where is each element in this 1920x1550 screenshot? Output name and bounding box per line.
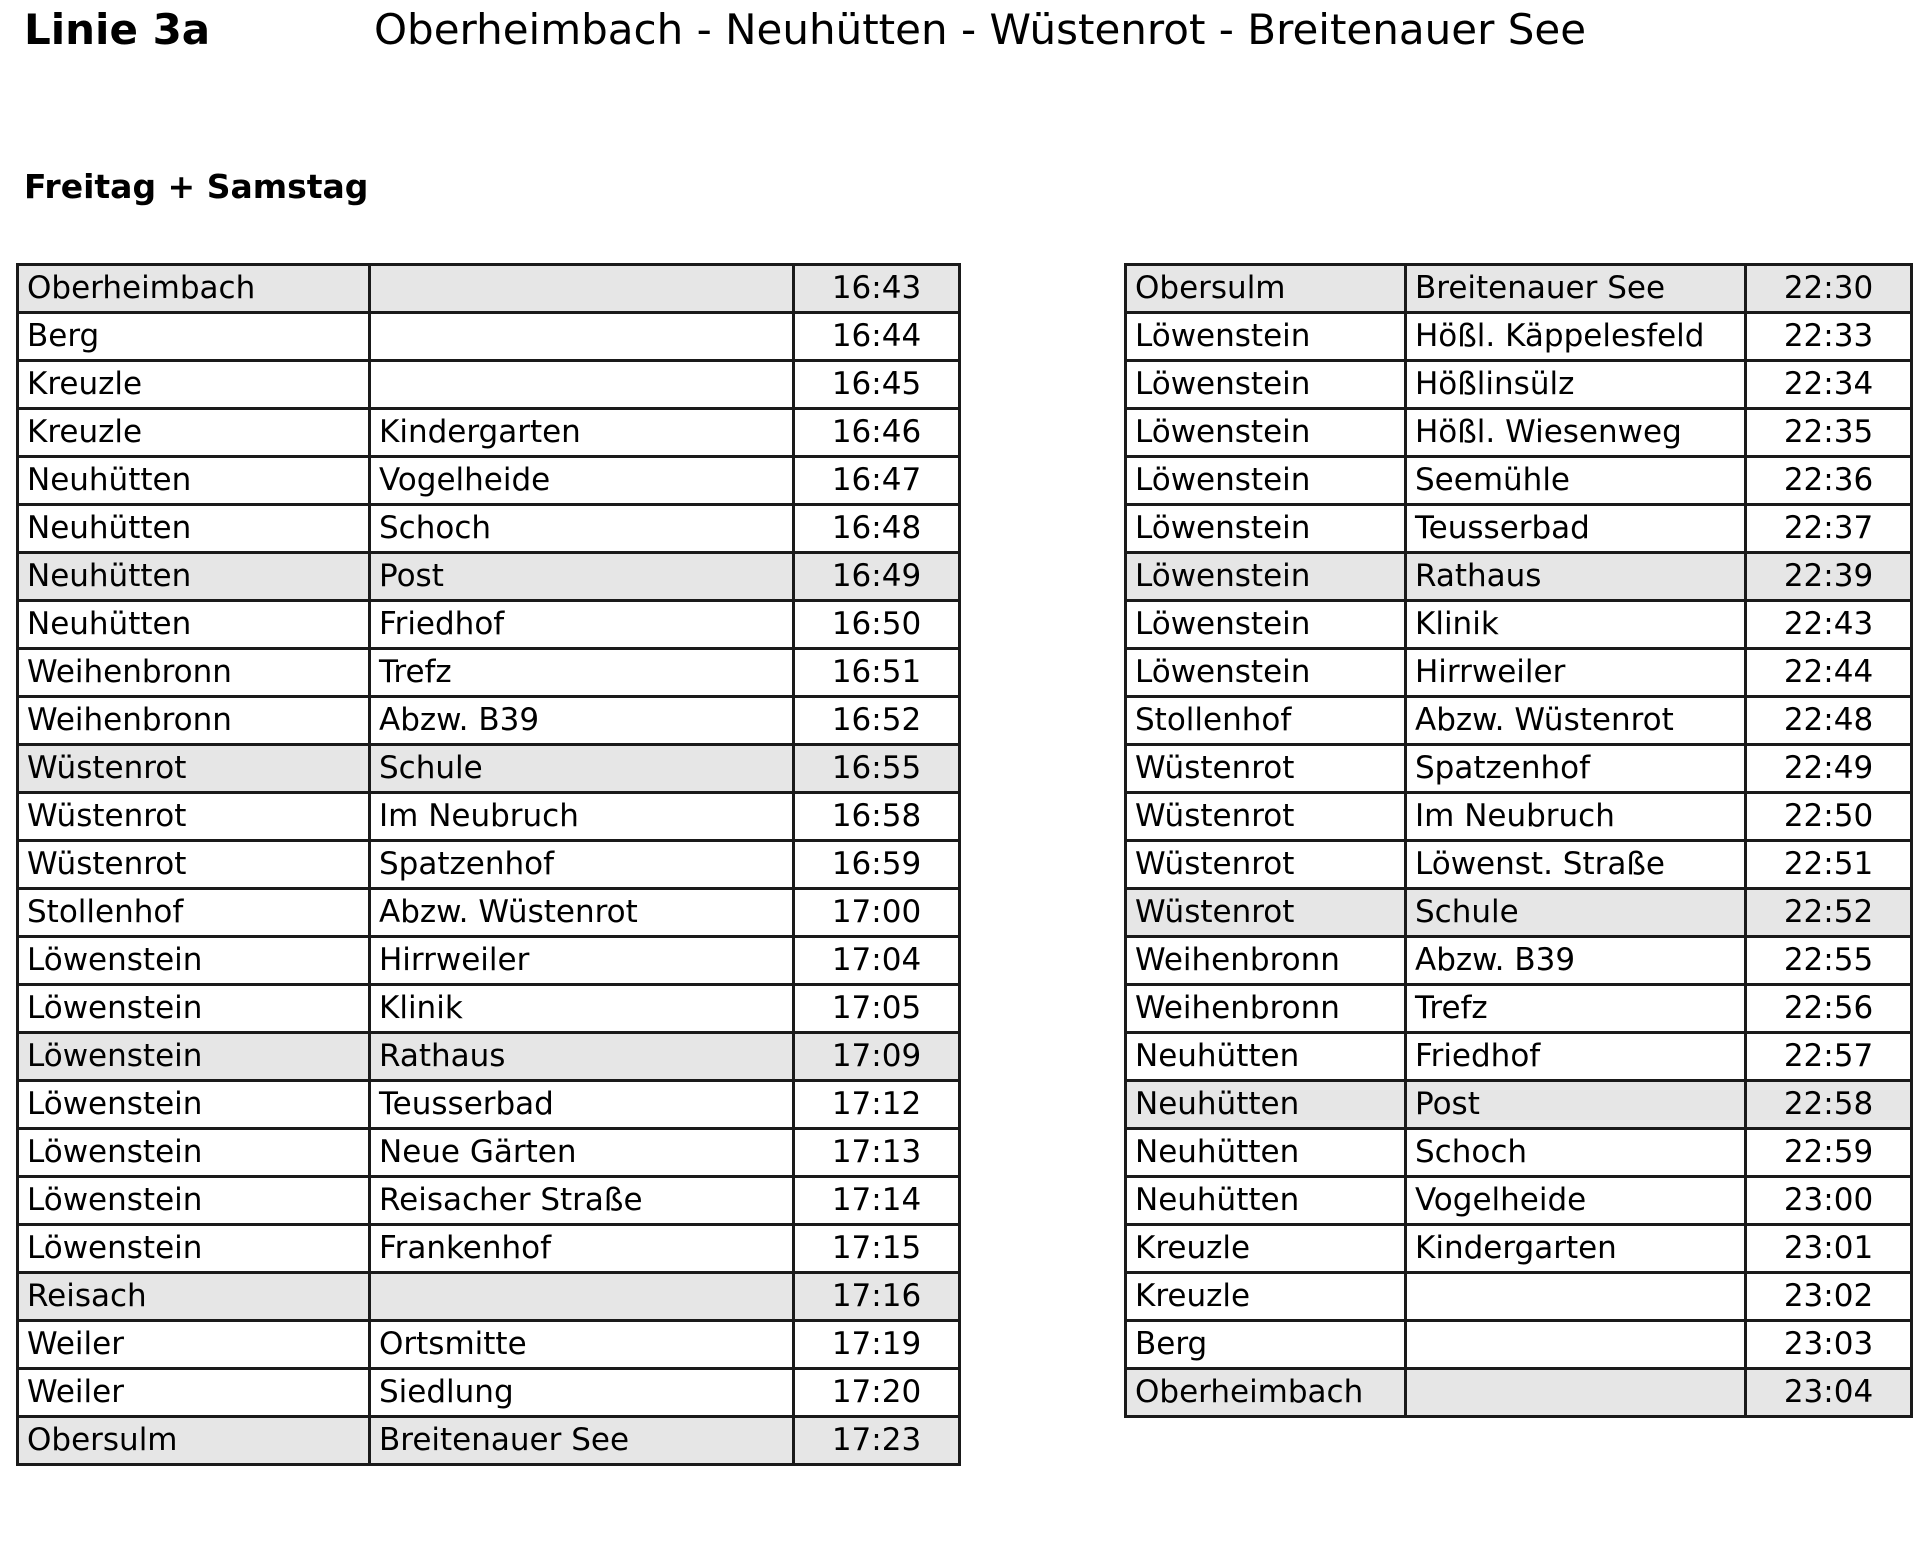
time-cell: 22:39: [1746, 553, 1912, 601]
time-cell: 16:52: [794, 697, 960, 745]
time-cell: 16:45: [794, 361, 960, 409]
stop-cell: Hößlinsülz: [1406, 361, 1746, 409]
table-row: [18, 1225, 960, 1273]
time-cell: 22:59: [1746, 1129, 1912, 1177]
table-row: [1126, 361, 1912, 409]
stop-cell: Vogelheide: [1406, 1177, 1746, 1225]
stop-cell: Hirrweiler: [1406, 649, 1746, 697]
time-cell: 16:50: [794, 601, 960, 649]
table-row: [18, 937, 960, 985]
stop-cell: Post: [370, 553, 794, 601]
table-row: [18, 505, 960, 553]
time-cell: 22:43: [1746, 601, 1912, 649]
stop-cell: Schoch: [370, 505, 794, 553]
stop-cell: Hößl. Wiesenweg: [1406, 409, 1746, 457]
time-cell: 23:00: [1746, 1177, 1912, 1225]
place-cell: Kreuzle: [18, 409, 370, 457]
time-cell: 22:57: [1746, 1033, 1912, 1081]
time-cell: 22:37: [1746, 505, 1912, 553]
table-row: [18, 265, 960, 313]
time-cell: 17:19: [794, 1321, 960, 1369]
table-row: [18, 1129, 960, 1177]
stop-cell: Siedlung: [370, 1369, 794, 1417]
stop-cell: Hößl. Käppelesfeld: [1406, 313, 1746, 361]
stop-cell: Spatzenhof: [1406, 745, 1746, 793]
place-cell: Oberheimbach: [1126, 1369, 1406, 1417]
place-cell: Neuhütten: [18, 505, 370, 553]
stop-cell: Schule: [370, 745, 794, 793]
table-row: [18, 457, 960, 505]
table-row: [18, 697, 960, 745]
table-row: [18, 1081, 960, 1129]
table-row: [18, 841, 960, 889]
stop-cell: Trefz: [1406, 985, 1746, 1033]
time-cell: 17:13: [794, 1129, 960, 1177]
table-row: [1126, 937, 1912, 985]
table-row: [18, 409, 960, 457]
stop-cell: Teusserbad: [370, 1081, 794, 1129]
stop-cell: Abzw. B39: [1406, 937, 1746, 985]
place-cell: Weiler: [18, 1369, 370, 1417]
table-row: [18, 1417, 960, 1465]
table-row: [18, 361, 960, 409]
place-cell: Löwenstein: [18, 1033, 370, 1081]
place-cell: Löwenstein: [18, 937, 370, 985]
route-title: Oberheimbach - Neuhütten - Wüstenrot - Breitenauer See: [374, 5, 1587, 54]
time-cell: 22:58: [1746, 1081, 1912, 1129]
time-cell: 22:35: [1746, 409, 1912, 457]
place-cell: Wüstenrot: [18, 745, 370, 793]
place-cell: Neuhütten: [1126, 1129, 1406, 1177]
stop-cell: Friedhof: [370, 601, 794, 649]
stop-cell: [1406, 1369, 1746, 1417]
place-cell: Obersulm: [18, 1417, 370, 1465]
table-row: [1126, 985, 1912, 1033]
place-cell: Löwenstein: [18, 1225, 370, 1273]
table-row: [18, 793, 960, 841]
stop-cell: Schule: [1406, 889, 1746, 937]
place-cell: Reisach: [18, 1273, 370, 1321]
stop-cell: Trefz: [370, 649, 794, 697]
stop-cell: Kindergarten: [370, 409, 794, 457]
stop-cell: Schoch: [1406, 1129, 1746, 1177]
time-cell: 22:49: [1746, 745, 1912, 793]
place-cell: Kreuzle: [1126, 1273, 1406, 1321]
time-cell: 16:44: [794, 313, 960, 361]
place-cell: Kreuzle: [18, 361, 370, 409]
table-row: [1126, 1081, 1912, 1129]
time-cell: 16:51: [794, 649, 960, 697]
table-row: [1126, 697, 1912, 745]
stop-cell: Reisacher Straße: [370, 1177, 794, 1225]
place-cell: Wüstenrot: [18, 841, 370, 889]
time-cell: 22:34: [1746, 361, 1912, 409]
table-row: [1126, 409, 1912, 457]
place-cell: Löwenstein: [1126, 313, 1406, 361]
table-row: [18, 1321, 960, 1369]
table-row: [18, 313, 960, 361]
place-cell: Obersulm: [1126, 265, 1406, 313]
place-cell: Neuhütten: [1126, 1081, 1406, 1129]
stop-cell: Teusserbad: [1406, 505, 1746, 553]
place-cell: Kreuzle: [1126, 1225, 1406, 1273]
place-cell: Löwenstein: [1126, 457, 1406, 505]
stop-cell: Friedhof: [1406, 1033, 1746, 1081]
stop-cell: [370, 265, 794, 313]
time-cell: 22:36: [1746, 457, 1912, 505]
table-row: [1126, 1225, 1912, 1273]
time-cell: 22:48: [1746, 697, 1912, 745]
time-cell: 16:58: [794, 793, 960, 841]
stop-cell: Rathaus: [370, 1033, 794, 1081]
time-cell: 17:20: [794, 1369, 960, 1417]
time-cell: 23:03: [1746, 1321, 1912, 1369]
stop-cell: Post: [1406, 1081, 1746, 1129]
time-cell: 16:43: [794, 265, 960, 313]
stop-cell: [1406, 1321, 1746, 1369]
time-cell: 17:15: [794, 1225, 960, 1273]
time-cell: 22:56: [1746, 985, 1912, 1033]
table-row: [1126, 313, 1912, 361]
table-row: [18, 889, 960, 937]
stop-cell: Ortsmitte: [370, 1321, 794, 1369]
place-cell: Neuhütten: [1126, 1177, 1406, 1225]
time-cell: 16:48: [794, 505, 960, 553]
stop-cell: Breitenauer See: [370, 1417, 794, 1465]
table-row: [18, 1369, 960, 1417]
stop-cell: Löwenst. Straße: [1406, 841, 1746, 889]
time-cell: 17:05: [794, 985, 960, 1033]
place-cell: Löwenstein: [18, 1081, 370, 1129]
table-row: [18, 601, 960, 649]
table-row: [1126, 601, 1912, 649]
stop-cell: Abzw. B39: [370, 697, 794, 745]
place-cell: Neuhütten: [18, 601, 370, 649]
time-cell: 17:09: [794, 1033, 960, 1081]
place-cell: Weihenbronn: [18, 697, 370, 745]
time-cell: 17:04: [794, 937, 960, 985]
stop-cell: Neue Gärten: [370, 1129, 794, 1177]
time-cell: 22:30: [1746, 265, 1912, 313]
place-cell: Wüstenrot: [1126, 745, 1406, 793]
table-row: [1126, 1129, 1912, 1177]
place-cell: Neuhütten: [18, 457, 370, 505]
place-cell: Neuhütten: [1126, 1033, 1406, 1081]
place-cell: Oberheimbach: [18, 265, 370, 313]
table-row: [1126, 841, 1912, 889]
table-row: [1126, 553, 1912, 601]
table-row: [18, 649, 960, 697]
place-cell: Löwenstein: [1126, 409, 1406, 457]
return-timetable: [1124, 263, 1913, 1418]
time-cell: 17:00: [794, 889, 960, 937]
time-cell: 23:04: [1746, 1369, 1912, 1417]
place-cell: Berg: [1126, 1321, 1406, 1369]
place-cell: Wüstenrot: [1126, 793, 1406, 841]
stop-cell: Seemühle: [1406, 457, 1746, 505]
place-cell: Stollenhof: [18, 889, 370, 937]
stop-cell: Abzw. Wüstenrot: [370, 889, 794, 937]
table-row: [1126, 1177, 1912, 1225]
table-row: [1126, 457, 1912, 505]
place-cell: Weihenbronn: [18, 649, 370, 697]
stop-cell: Spatzenhof: [370, 841, 794, 889]
stop-cell: Klinik: [1406, 601, 1746, 649]
line-number: Linie 3a: [24, 5, 211, 54]
stop-cell: Hirrweiler: [370, 937, 794, 985]
time-cell: 16:59: [794, 841, 960, 889]
table-row: [1126, 265, 1912, 313]
place-cell: Wüstenrot: [1126, 889, 1406, 937]
outbound-timetable: [16, 263, 961, 1466]
place-cell: Weihenbronn: [1126, 937, 1406, 985]
time-cell: 22:44: [1746, 649, 1912, 697]
time-cell: 23:02: [1746, 1273, 1912, 1321]
time-cell: 16:49: [794, 553, 960, 601]
time-cell: 23:01: [1746, 1225, 1912, 1273]
table-row: [18, 553, 960, 601]
stop-cell: Vogelheide: [370, 457, 794, 505]
time-cell: 22:33: [1746, 313, 1912, 361]
stop-cell: Rathaus: [1406, 553, 1746, 601]
time-cell: 22:50: [1746, 793, 1912, 841]
stop-cell: Kindergarten: [1406, 1225, 1746, 1273]
table-row: [18, 745, 960, 793]
time-cell: 17:12: [794, 1081, 960, 1129]
time-cell: 22:51: [1746, 841, 1912, 889]
time-cell: 16:46: [794, 409, 960, 457]
place-cell: Löwenstein: [18, 1129, 370, 1177]
table-row: [1126, 889, 1912, 937]
place-cell: Löwenstein: [1126, 505, 1406, 553]
place-cell: Stollenhof: [1126, 697, 1406, 745]
table-row: [1126, 793, 1912, 841]
place-cell: Wüstenrot: [1126, 841, 1406, 889]
stop-cell: Abzw. Wüstenrot: [1406, 697, 1746, 745]
place-cell: Weihenbronn: [1126, 985, 1406, 1033]
table-row: [18, 1033, 960, 1081]
place-cell: Löwenstein: [1126, 601, 1406, 649]
stop-cell: Frankenhof: [370, 1225, 794, 1273]
table-row: [1126, 1321, 1912, 1369]
place-cell: Löwenstein: [18, 985, 370, 1033]
time-cell: 17:16: [794, 1273, 960, 1321]
table-row: [18, 1273, 960, 1321]
place-cell: Löwenstein: [1126, 553, 1406, 601]
stop-cell: [1406, 1273, 1746, 1321]
table-row: [1126, 1033, 1912, 1081]
stop-cell: [370, 361, 794, 409]
table-row: [1126, 1369, 1912, 1417]
service-days: Freitag + Samstag: [24, 167, 369, 206]
stop-cell: Im Neubruch: [370, 793, 794, 841]
place-cell: Löwenstein: [1126, 361, 1406, 409]
stop-cell: Im Neubruch: [1406, 793, 1746, 841]
place-cell: Berg: [18, 313, 370, 361]
time-cell: 16:47: [794, 457, 960, 505]
place-cell: Wüstenrot: [18, 793, 370, 841]
stop-cell: Breitenauer See: [1406, 265, 1746, 313]
place-cell: Neuhütten: [18, 553, 370, 601]
table-row: [1126, 745, 1912, 793]
time-cell: 16:55: [794, 745, 960, 793]
table-row: [1126, 1273, 1912, 1321]
time-cell: 22:52: [1746, 889, 1912, 937]
table-row: [18, 1177, 960, 1225]
stop-cell: Klinik: [370, 985, 794, 1033]
stop-cell: [370, 313, 794, 361]
table-row: [1126, 649, 1912, 697]
stop-cell: [370, 1273, 794, 1321]
place-cell: Löwenstein: [18, 1177, 370, 1225]
place-cell: Weiler: [18, 1321, 370, 1369]
time-cell: 17:23: [794, 1417, 960, 1465]
table-row: [1126, 505, 1912, 553]
time-cell: 22:55: [1746, 937, 1912, 985]
time-cell: 17:14: [794, 1177, 960, 1225]
table-row: [18, 985, 960, 1033]
place-cell: Löwenstein: [1126, 649, 1406, 697]
